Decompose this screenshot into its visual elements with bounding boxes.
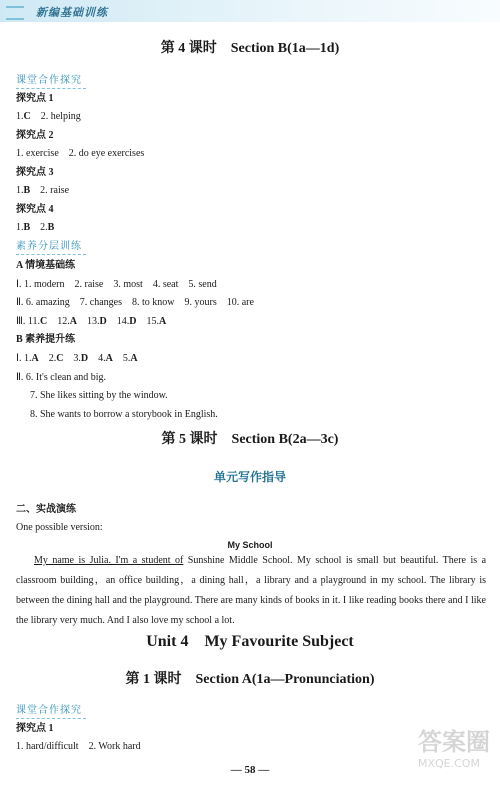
book-series-title: 新编基础训练 bbox=[36, 6, 108, 19]
answer-choice: D bbox=[80, 353, 89, 364]
point-1-answers bbox=[16, 110, 81, 123]
section-heading-coop-2: 课堂合作探究 bbox=[16, 705, 82, 716]
answer-number: 1. bbox=[16, 111, 24, 122]
answer-number: 4. bbox=[98, 353, 106, 364]
answer-choice: C bbox=[40, 316, 48, 327]
answer-choice: A bbox=[69, 316, 77, 327]
answer-number: 2. bbox=[40, 222, 48, 233]
unit-4-title: Unit 4 My Favourite Subject bbox=[146, 633, 354, 650]
essay-title: My School bbox=[227, 540, 273, 550]
essay-body-text: Sunshine Middle School. My school is small but beautiful. There is a classroom building，an office building，a dining hall，a library and a playground in my school. The library is between the dining hall and the playground. There are many kinds of books in it. I like reading books there and I like the library very much. And I also love my school a lot. bbox=[16, 555, 487, 626]
answer-choice: A bbox=[105, 353, 113, 364]
answer-choice: A bbox=[130, 353, 138, 364]
answer-choice: D bbox=[99, 316, 107, 327]
answer-number: 14. bbox=[116, 316, 130, 327]
point-3-label: 探究点 3 bbox=[16, 167, 54, 178]
page-header-band bbox=[0, 0, 500, 22]
answer-choice: B bbox=[23, 185, 31, 196]
watermark-logo bbox=[418, 722, 492, 782]
part-b-line-2: Ⅱ. 6. It's clean and big. bbox=[16, 372, 107, 383]
answer-text: 2. raise bbox=[40, 185, 70, 196]
u4-point-1-label: 探究点 1 bbox=[16, 723, 54, 734]
point-3-answers bbox=[16, 184, 69, 197]
answer-number: 13. bbox=[87, 316, 100, 327]
answer-choice: A bbox=[31, 353, 39, 364]
point-2-answers: 1. exercise 2. do eye exercises bbox=[16, 148, 145, 159]
section-underline bbox=[16, 254, 86, 255]
answer-text: 2. helping bbox=[40, 111, 81, 122]
part-b-label: B 素养提升练 bbox=[16, 334, 76, 345]
part-a-line-1: Ⅰ. 1. modern 2. raise 3. most 4. seat 5. send bbox=[16, 279, 217, 290]
answer-number: 5. bbox=[122, 353, 131, 364]
answer-choice: B bbox=[23, 222, 31, 233]
watermark-main: 答案圈 bbox=[418, 728, 490, 756]
practice-label: 二、实战演练 bbox=[16, 504, 76, 515]
writing-guide-heading: 单元写作指导 bbox=[213, 470, 286, 484]
answer-number: 12. bbox=[57, 316, 70, 327]
answer-number: 15. bbox=[146, 316, 159, 327]
point-4-answers bbox=[16, 221, 54, 234]
answer-choice: D bbox=[129, 316, 137, 327]
section-heading-coop-1: 课堂合作探究 bbox=[16, 75, 82, 86]
answer-number: 2. bbox=[48, 353, 57, 364]
point-2-label: 探究点 2 bbox=[16, 130, 54, 141]
answer-number: 3. bbox=[73, 353, 81, 364]
part-b-line-3: 7. She likes sitting by the window. bbox=[30, 390, 168, 401]
lesson-5-title: 第 5 课时 Section B(2a—3c) bbox=[161, 432, 339, 447]
answer-number: 1. bbox=[16, 222, 24, 233]
lesson-4-title: 第 4 课时 Section B(1a—1d) bbox=[160, 41, 340, 56]
header-decoration bbox=[6, 6, 24, 20]
answer-number: 1. bbox=[16, 185, 24, 196]
part-a-label: A 情境基础练 bbox=[16, 260, 76, 271]
section-heading-layered: 素养分层训练 bbox=[16, 241, 82, 252]
point-1-label: 探究点 1 bbox=[16, 93, 54, 104]
answer-choice: A bbox=[158, 316, 167, 327]
essay-body bbox=[16, 551, 486, 631]
part-a-line-3 bbox=[16, 315, 166, 328]
practice-intro: One possible version: bbox=[16, 522, 103, 533]
answer-number: Ⅰ. 1. bbox=[16, 353, 32, 364]
page-number: — 58 — bbox=[230, 764, 270, 776]
part-b-line-1 bbox=[16, 352, 138, 365]
essay-underlined-text: My name is Julia. I'm a student of bbox=[34, 555, 184, 566]
answer-number: Ⅲ. 11. bbox=[16, 316, 41, 327]
answer-choice: C bbox=[56, 353, 64, 364]
section-underline bbox=[16, 88, 86, 89]
part-a-line-2: Ⅱ. 6. amazing 7. changes 8. to know 9. yours 10. are bbox=[16, 297, 254, 308]
section-underline bbox=[16, 718, 86, 719]
answer-choice: C bbox=[23, 111, 31, 122]
u4-point-1-answers: 1. hard/difficult 2. Work hard bbox=[16, 741, 141, 752]
part-b-line-4: 8. She wants to borrow a storybook in English. bbox=[30, 409, 218, 420]
lesson-1-title: 第 1 课时 Section A(1a—Pronunciation) bbox=[125, 672, 375, 687]
point-4-label: 探究点 4 bbox=[16, 204, 54, 215]
watermark-url: MXQE.COM bbox=[418, 757, 480, 770]
answer-choice: B bbox=[47, 222, 55, 233]
